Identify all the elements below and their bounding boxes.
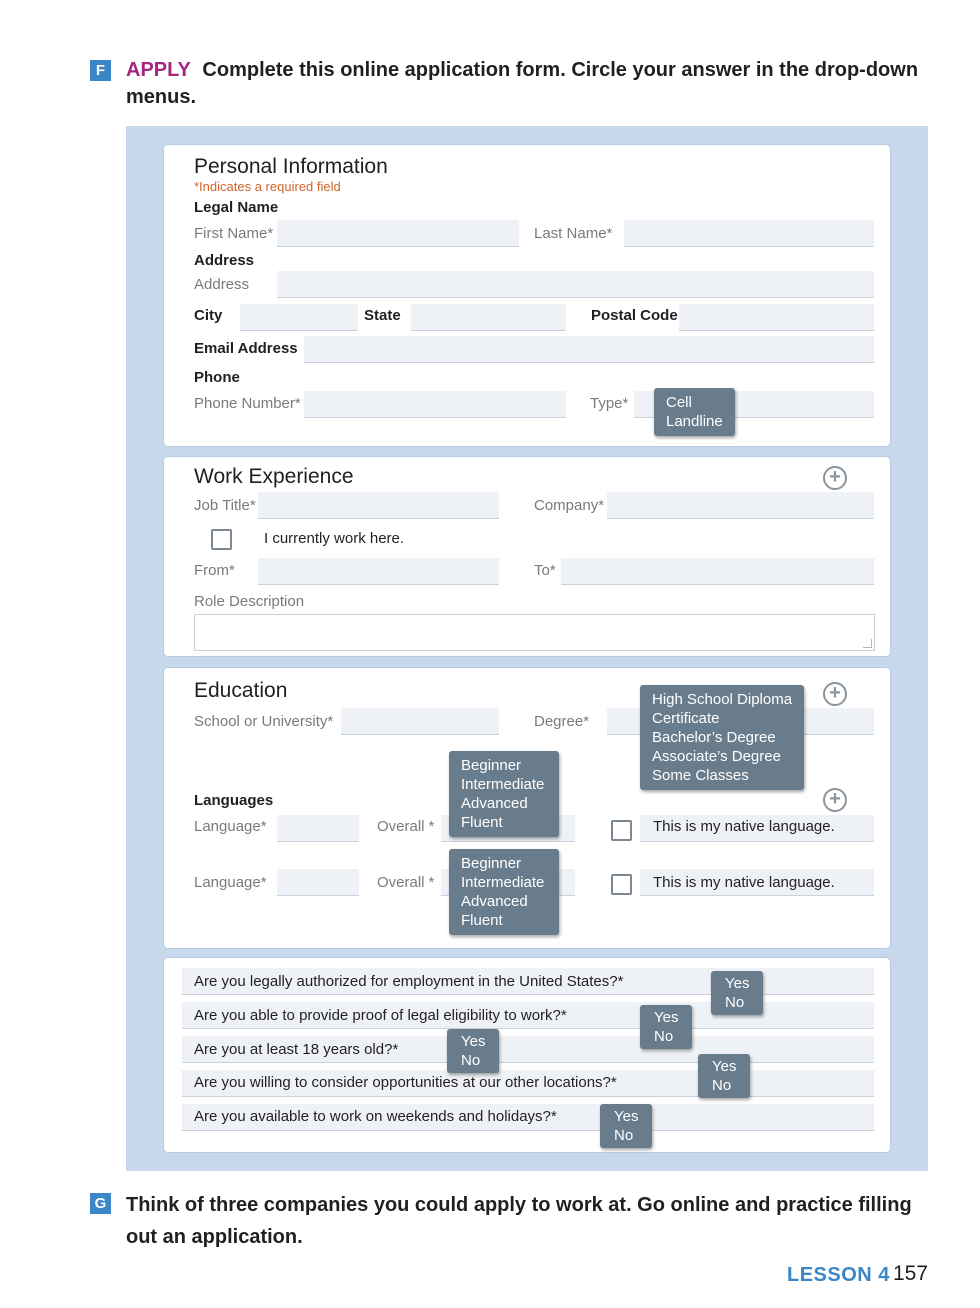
school-input[interactable] — [341, 708, 499, 735]
add-education-icon[interactable]: + — [823, 682, 847, 706]
degree-label: Degree* — [534, 713, 590, 730]
from-input[interactable] — [258, 558, 499, 585]
question-text-3: Are you at least 18 years old?* — [194, 1041, 399, 1058]
lesson-label: LESSON 4 — [787, 1264, 890, 1286]
native-language-checkbox-2[interactable] — [611, 874, 632, 895]
option-no[interactable]: No — [712, 1077, 732, 1094]
option-yes[interactable]: Yes — [461, 1033, 486, 1050]
company-label: Company* — [534, 497, 605, 514]
add-language-icon[interactable]: + — [823, 788, 847, 812]
option-intermediate[interactable]: Intermediate — [461, 874, 545, 891]
address-label: Address — [194, 276, 250, 293]
last-name-input[interactable] — [624, 220, 874, 247]
phone-number-label: Phone Number* — [194, 395, 301, 412]
yes-no-dropdown-4[interactable] — [698, 1054, 750, 1098]
address-heading: Address — [194, 252, 255, 269]
question-text-5: Are you available to work on weekends and holidays?* — [194, 1108, 557, 1125]
education-title: Education — [194, 679, 288, 702]
native-language-checkbox-1[interactable] — [611, 820, 632, 841]
option-cell[interactable]: Cell — [666, 394, 692, 411]
email-input[interactable] — [304, 336, 874, 363]
phone-type-dropdown[interactable] — [654, 388, 735, 436]
option-no[interactable]: No — [654, 1028, 674, 1045]
option-landline[interactable]: Landline — [666, 413, 723, 430]
option-bachelors-degree[interactable]: Bachelor’s Degree — [652, 729, 776, 746]
yes-no-dropdown-1[interactable] — [711, 971, 763, 1015]
last-name-label: Last Name* — [534, 225, 613, 242]
postal-code-input[interactable] — [679, 304, 874, 331]
state-label: State — [364, 307, 401, 324]
job-title-label: Job Title* — [194, 497, 256, 514]
option-some-classes[interactable]: Some Classes — [652, 767, 749, 784]
add-work-experience-icon[interactable]: + — [823, 466, 847, 490]
legal-name-heading: Legal Name — [194, 199, 279, 216]
role-description-textarea[interactable] — [194, 614, 875, 651]
option-fluent[interactable]: Fluent — [461, 912, 503, 929]
to-input[interactable] — [561, 558, 874, 585]
option-high-school-diploma[interactable]: High School Diploma — [652, 691, 793, 708]
phone-type-label: Type* — [590, 395, 629, 412]
apply-keyword: APPLY — [126, 59, 191, 81]
address-input[interactable] — [277, 271, 874, 298]
instruction-line-1: Think of three companies you could apply to work at. Go online and practice filling — [126, 1194, 912, 1216]
overall-label-1: Overall * — [377, 818, 435, 835]
yes-no-dropdown-5[interactable] — [600, 1104, 652, 1148]
resize-handle-icon[interactable] — [863, 639, 872, 648]
option-no[interactable]: No — [614, 1127, 634, 1144]
native-language-label-1: This is my native language. — [653, 818, 835, 835]
option-yes[interactable]: Yes — [654, 1009, 679, 1026]
option-associates-degree[interactable]: Associate’s Degree — [652, 748, 781, 765]
overall-dropdown-2[interactable] — [449, 849, 559, 935]
role-description-label: Role Description — [194, 593, 305, 610]
yes-no-dropdown-2[interactable] — [640, 1005, 692, 1049]
question-text-1: Are you legally authorized for employment in the United States?* — [194, 973, 624, 990]
option-certificate[interactable]: Certificate — [652, 710, 720, 727]
overall-label-2: Overall * — [377, 874, 435, 891]
option-yes[interactable]: Yes — [725, 975, 750, 992]
option-intermediate[interactable]: Intermediate — [461, 776, 545, 793]
yes-no-dropdown-3[interactable] — [447, 1029, 499, 1073]
section-f-badge: F — [90, 60, 111, 81]
city-label: City — [194, 307, 223, 324]
page-number: 157 — [893, 1262, 929, 1285]
section-g-instruction — [126, 1189, 926, 1253]
email-label: Email Address — [194, 340, 298, 357]
option-yes[interactable]: Yes — [712, 1058, 737, 1075]
option-beginner[interactable]: Beginner — [461, 757, 522, 774]
section-g-badge: G — [90, 1193, 111, 1214]
option-no[interactable]: No — [725, 994, 745, 1011]
native-language-label-2: This is my native language. — [653, 874, 835, 891]
degree-dropdown[interactable] — [640, 685, 804, 790]
personal-information-title: Personal Information — [194, 155, 388, 178]
language-label-1: Language* — [194, 818, 267, 835]
from-label: From* — [194, 562, 235, 579]
language-label-2: Language* — [194, 874, 267, 891]
school-label: School or University* — [194, 713, 334, 730]
section-f-instruction — [126, 57, 926, 111]
job-title-input[interactable] — [258, 492, 499, 519]
currently-work-here-label: I currently work here. — [264, 530, 405, 547]
option-advanced[interactable]: Advanced — [461, 893, 528, 910]
city-input[interactable] — [240, 304, 358, 331]
work-experience-title: Work Experience — [194, 465, 354, 488]
overall-dropdown-1[interactable] — [449, 751, 559, 837]
company-input[interactable] — [607, 492, 874, 519]
required-field-note: *Indicates a required field — [194, 179, 341, 194]
postal-code-label: Postal Code — [591, 307, 678, 324]
first-name-label: First Name* — [194, 225, 274, 242]
option-beginner[interactable]: Beginner — [461, 855, 522, 872]
option-advanced[interactable]: Advanced — [461, 795, 528, 812]
phone-number-input[interactable] — [304, 391, 566, 418]
instruction-line-1: Complete this online application form. Circle your answer in the drop-down — [202, 59, 919, 81]
language-input-2[interactable] — [277, 869, 359, 896]
languages-heading: Languages — [194, 792, 274, 809]
to-label: To* — [534, 562, 556, 579]
option-yes[interactable]: Yes — [614, 1108, 639, 1125]
first-name-input[interactable] — [277, 220, 519, 247]
language-input-1[interactable] — [277, 815, 359, 842]
question-text-2: Are you able to provide proof of legal eligibility to work?* — [194, 1007, 567, 1024]
instruction-line-2: out an application. — [126, 1226, 303, 1248]
question-text-4: Are you willing to consider opportunities at our other locations?* — [194, 1074, 617, 1091]
phone-heading: Phone — [194, 369, 240, 386]
state-input[interactable] — [411, 304, 566, 331]
option-no[interactable]: No — [461, 1052, 481, 1069]
instruction-line-2: menus. — [126, 86, 197, 108]
currently-work-here-checkbox[interactable] — [211, 529, 232, 550]
option-fluent[interactable]: Fluent — [461, 814, 503, 831]
